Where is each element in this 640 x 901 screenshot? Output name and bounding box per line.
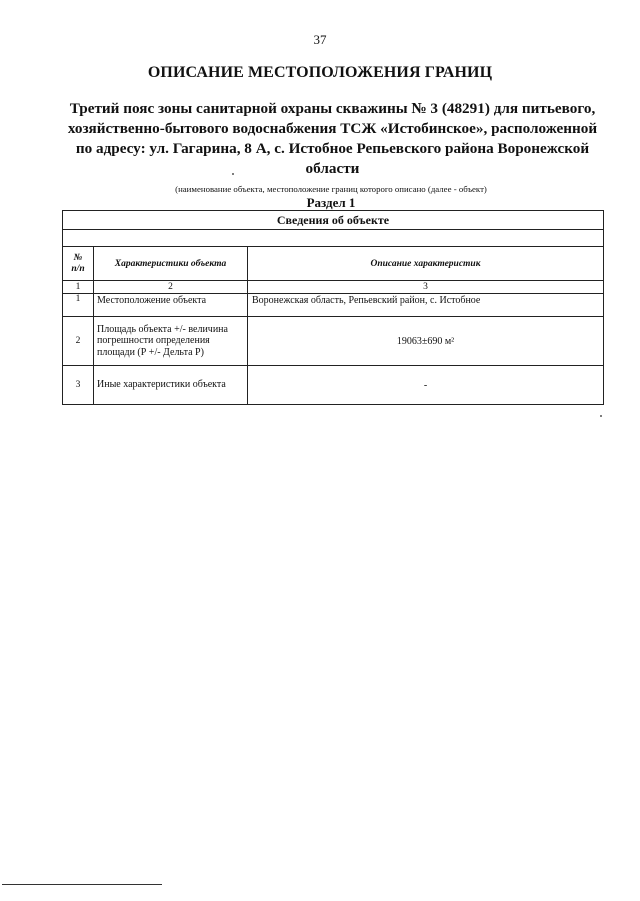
- column-header-description: Описание характеристик: [248, 247, 604, 281]
- row-value: 19063±690 м²: [248, 317, 604, 366]
- section-title: Раздел 1: [306, 195, 356, 210]
- column-header-characteristic: Характеристики объекта: [94, 247, 248, 281]
- row-label: Иные характеристики объекта: [94, 366, 248, 405]
- table-row: [63, 366, 604, 405]
- row-number: 2: [63, 317, 94, 366]
- table-blank-cell: [63, 230, 604, 247]
- column-number: 1: [63, 281, 94, 294]
- column-number: 3: [248, 281, 604, 294]
- row-value: Воронежская область, Репьевский район, с. Истобное: [248, 294, 604, 317]
- row-label: [94, 317, 248, 366]
- row-number: 1: [63, 294, 94, 317]
- table-heading-row: [63, 211, 604, 230]
- object-description-line: Третий пояс зоны санитарной охраны скважины № 3 (48291) для питьевого,: [69, 100, 596, 117]
- table-heading: Сведения об объекте: [63, 211, 604, 230]
- scan-speck: [600, 415, 602, 417]
- row-label-line: площади (Р +/- Дельта Р): [97, 346, 204, 358]
- row-value: -: [248, 366, 604, 405]
- column-header-number-line: №: [73, 252, 83, 263]
- footer-rule: [2, 884, 162, 885]
- column-header-row: [63, 247, 604, 281]
- object-description: [60, 99, 605, 179]
- row-label-line: погрешности определения: [97, 335, 210, 347]
- row-label: Местоположение объекта: [94, 294, 248, 317]
- column-number: 2: [94, 281, 248, 294]
- object-description-line: хозяйственно-бытового водоснабжения ТСЖ «Истобинское», расположенной: [67, 120, 598, 137]
- column-number-row: [63, 281, 604, 294]
- page-number: 37: [313, 32, 327, 47]
- object-description-line: области: [305, 160, 360, 177]
- column-header-number-line: п/п: [71, 263, 85, 274]
- row-number: 3: [63, 366, 94, 405]
- row-label-line: Площадь объекта +/- величина: [97, 323, 228, 335]
- document-title: ОПИСАНИЕ МЕСТОПОЛОЖЕНИЯ ГРАНИЦ: [147, 64, 493, 81]
- scan-speck: [232, 173, 234, 175]
- object-info-table: [62, 210, 604, 405]
- object-caption: (наименование объекта, местоположение границ которого описано (далее - объект): [175, 184, 487, 194]
- object-description-line: по адресу: ул. Гагарина, 8 А, с. Истобное Репьевского района Воронежской: [75, 140, 590, 157]
- table-blank-row: [63, 230, 604, 247]
- table-row: [63, 317, 604, 366]
- column-header-number: [63, 247, 94, 281]
- table-row: [63, 294, 604, 317]
